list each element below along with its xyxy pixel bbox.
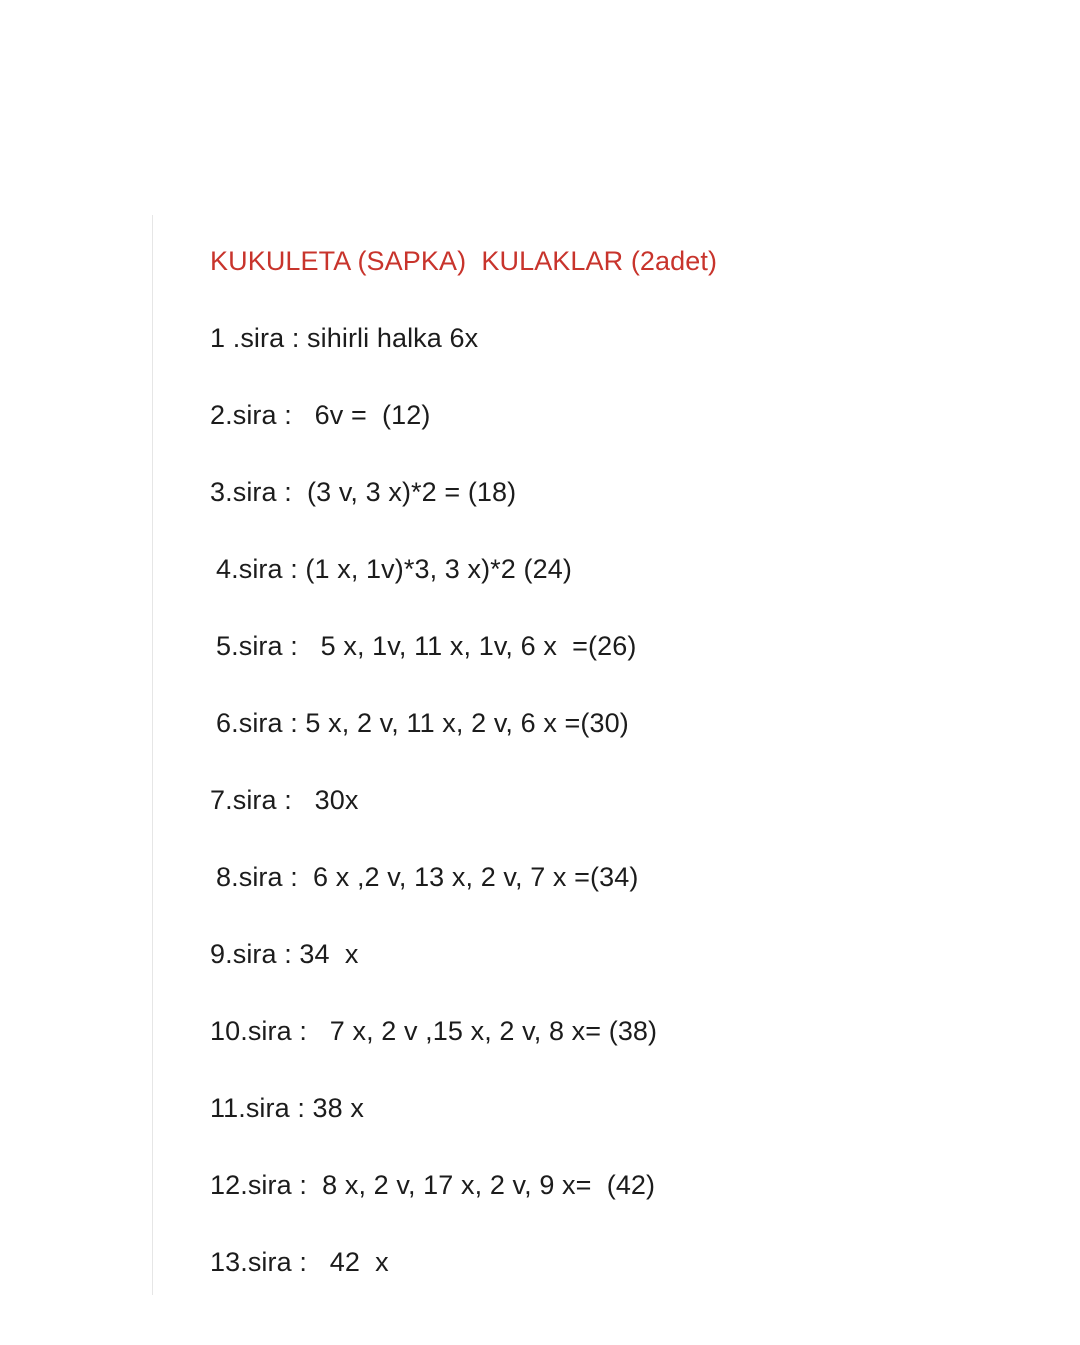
row-5: 5.sira : 5 x, 1v, 11 x, 1v, 6 x =(26) [216,631,637,661]
pattern-document [210,241,1030,1319]
row-12: 12.sira : 8 x, 2 v, 17 x, 2 v, 9 x= (42) [210,1170,656,1200]
row-9: 9.sira : 34 x [210,939,359,969]
pattern-title: KUKULETA (SAPKA) KULAKLAR (2adet) [210,246,718,276]
row-3: 3.sira : (3 v, 3 x)*2 = (18) [210,477,517,507]
row-13: 13.sira : 42 x [210,1247,389,1277]
row-4: 4.sira : (1 x, 1v)*3, 3 x)*2 (24) [216,554,572,584]
row-8: 8.sira : 6 x ,2 v, 13 x, 2 v, 7 x =(34) [216,862,639,892]
row-11: 11.sira : 38 x [210,1093,364,1123]
page-edge-divider [152,215,153,1295]
row-7: 7.sira : 30x [210,785,359,815]
row-1: 1 .sira : sihirli halka 6x [210,323,479,353]
row-6: 6.sira : 5 x, 2 v, 11 x, 2 v, 6 x =(30) [216,708,629,738]
row-2: 2.sira : 6v = (12) [210,400,431,430]
row-10: 10.sira : 7 x, 2 v ,15 x, 2 v, 8 x= (38) [210,1016,658,1046]
